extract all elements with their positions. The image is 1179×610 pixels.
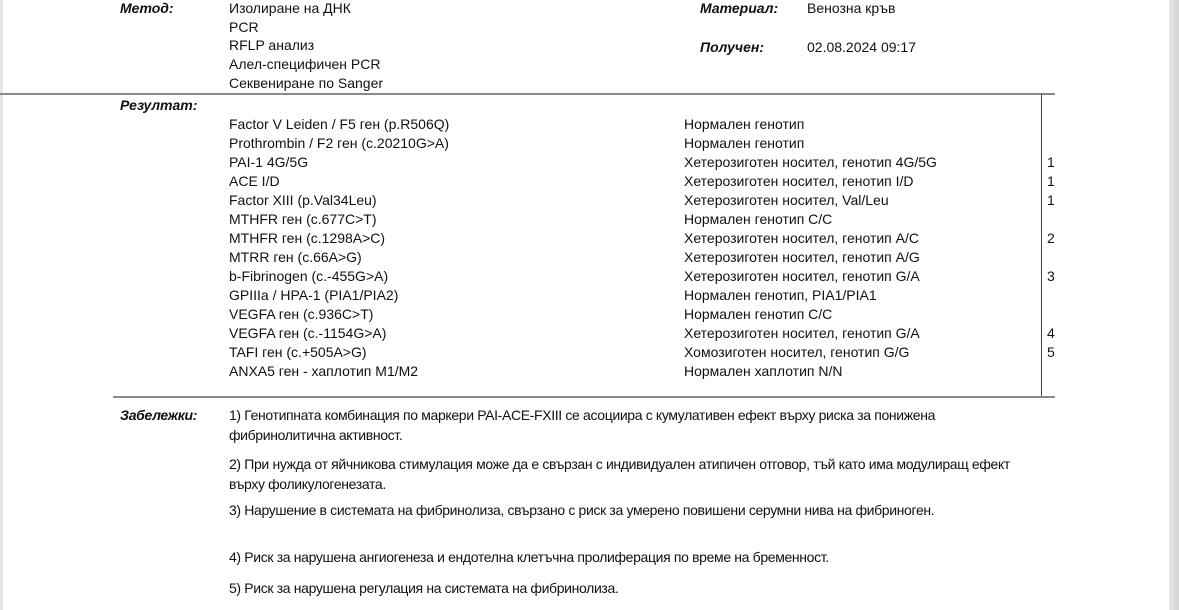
notes-label: Забележки: (120, 407, 198, 423)
result-value: Хетерозиготен носител, генотип A/C (684, 230, 919, 246)
result-test-name: VEGFA ген (c.-1154G>A) (229, 325, 387, 341)
divider-top (0, 93, 1055, 95)
note-item: 3) Нарушение в системата на фибринолиза, свързано с риск за умерено повишени серумни нива на фибриноген. (229, 502, 935, 518)
table-row (0, 325, 1100, 344)
table-row (0, 363, 1100, 382)
table-row (0, 154, 1100, 173)
material-label: Материал: (700, 0, 779, 16)
result-footnote-ref: 4 (1047, 325, 1055, 341)
table-row (0, 211, 1100, 230)
table-row (0, 249, 1100, 268)
result-value: Хетерозиготен носител, генотип 4G/5G (684, 154, 937, 170)
result-test-name: TAFI ген (c.+505A>G) (229, 344, 367, 360)
method-item: Алел-специфичен PCR (229, 56, 381, 73)
result-test-name: Factor XIII (p.Val34Leu) (229, 192, 377, 208)
method-item: Секвениране по Sanger (229, 74, 384, 91)
result-test-name: MTHFR ген (c.1298A>C) (229, 230, 386, 246)
result-footnote-ref: 2 (1047, 230, 1055, 246)
result-test-name: MTRR ген (c.66A>G) (229, 249, 362, 265)
result-value: Хетерозиготен носител, Val/Leu (684, 192, 889, 208)
result-test-name: PAI-1 4G/5G (229, 154, 309, 170)
result-value: Хомозиготен носител, генотип G/G (684, 344, 910, 360)
result-footnote-ref: 1 (1047, 154, 1055, 170)
result-value: Хетерозиготен носител, генотип A/G (684, 249, 920, 265)
result-footnote-ref: 5 (1047, 344, 1055, 360)
result-footnote-ref: 1 (1047, 192, 1055, 208)
result-test-name: Prothrombin / F2 ген (c.20210G>A) (229, 135, 449, 151)
table-row (0, 344, 1100, 363)
result-test-name: VEGFA ген (c.936C>T) (229, 306, 374, 322)
note-item: 2) При нужда от яйчникова стимулация може да е свързан с индивидуален атипичен отговор, тъй като има модулиращ ефект върху фоликулогенезата. (229, 456, 1010, 492)
result-value: Нормален генотип (684, 135, 805, 151)
result-value: Хетерозиготен носител, генотип G/A (684, 268, 920, 284)
result-test-name: ACE I/D (229, 173, 280, 189)
result-footnote-ref: 1 (1047, 173, 1055, 189)
method-item: PCR (229, 18, 259, 35)
result-test-name: GPIIIa / HPA-1 (PIA1/PIA2) (229, 287, 399, 303)
result-value: Нормален хаплотип N/N (684, 363, 843, 379)
result-value: Хетерозиготен носител, генотип I/D (684, 173, 914, 189)
method-item: RFLP анализ (229, 37, 315, 54)
table-row (0, 268, 1100, 287)
result-value: Нормален генотип (684, 116, 805, 132)
received-value: 02.08.2024 09:17 (807, 39, 916, 55)
result-test-name: Factor V Leiden / F5 ген (p.R506Q) (229, 116, 450, 132)
table-row (0, 135, 1100, 154)
note-item: 4) Риск за нарушена ангиогенеза и ендотелна клетъчна пролиферация по време на бременност. (229, 549, 829, 565)
table-row (0, 173, 1100, 192)
table-row (0, 287, 1100, 306)
results-label: Резултат: (120, 97, 198, 113)
result-value: Нормален генотип C/C (684, 211, 833, 227)
note-item: 5) Риск за нарушена регулация на системата на фибринолиза. (229, 580, 619, 596)
page-edge-right (1169, 0, 1179, 610)
divider-notes (113, 396, 1055, 398)
method-item: Изолиране на ДНК (229, 0, 351, 16)
received-label: Получен: (700, 39, 764, 55)
method-label: Метод: (120, 0, 174, 16)
table-row (0, 192, 1100, 211)
result-footnote-ref: 3 (1047, 268, 1055, 284)
result-test-name: b-Fibrinogen (c.-455G>A) (229, 268, 389, 284)
result-value: Нормален генотип C/C (684, 306, 833, 322)
material-value: Венозна кръв (807, 0, 896, 16)
table-row (0, 306, 1100, 325)
result-value: Нормален генотип, PIA1/PIA1 (684, 287, 877, 303)
result-test-name: ANXA5 ген - хаплотип M1/M2 (229, 363, 419, 379)
result-test-name: MTHFR ген (c.677C>T) (229, 211, 377, 227)
note-item: 1) Генотипната комбинация по маркери PAI-ACE-FXIII се асоциира с кумулативен ефект върху риска за понижена фибринолитична активност. (229, 407, 936, 443)
table-row (0, 230, 1100, 249)
result-value: Хетерозиготен носител, генотип G/A (684, 325, 920, 341)
table-row (0, 116, 1100, 135)
